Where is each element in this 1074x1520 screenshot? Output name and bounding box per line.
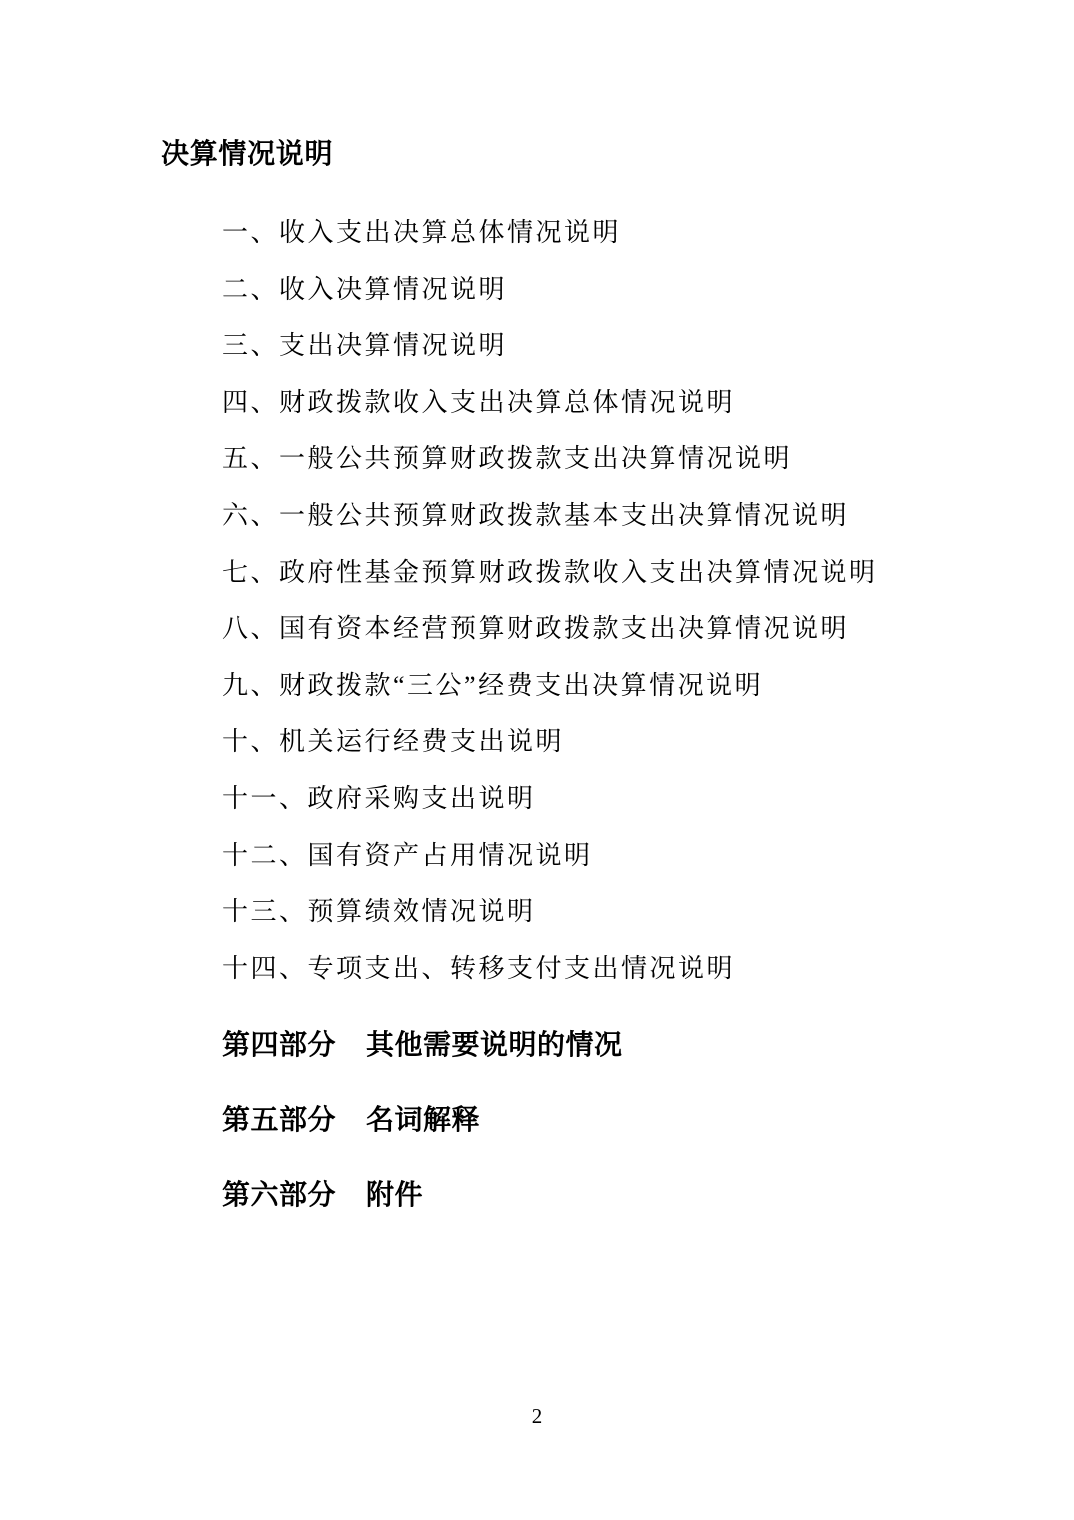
doc-heading: 决算情况说明: [161, 138, 334, 169]
part-heading-4: [222, 1031, 623, 1059]
toc-item: 九、财政拨款“三公”经费支出决算情况说明: [222, 670, 764, 700]
part-heading-6: [222, 1181, 423, 1209]
toc-item: 七、政府性基金预算财政拨款收入支出决算情况说明: [222, 557, 878, 587]
toc-item: 十二、国有资产占用情况说明: [222, 840, 593, 870]
part-label: 第六部分: [222, 1179, 337, 1210]
toc-item: 五、一般公共预算财政拨款支出决算情况说明: [222, 444, 793, 474]
toc-item: 十、机关运行经费支出说明: [222, 727, 565, 757]
part-title: 其他需要说明的情况: [366, 1029, 623, 1060]
toc-item: 十四、专项支出、转移支付支出情况说明: [222, 953, 736, 983]
part-title: 附件: [366, 1179, 424, 1210]
toc-item: 十一、政府采购支出说明: [222, 783, 536, 813]
toc-list: [222, 205, 878, 997]
page-number: 2: [531, 1404, 543, 1428]
toc-item: 四、财政拨款收入支出决算总体情况说明: [222, 387, 736, 417]
toc-item: 六、一般公共预算财政拨款基本支出决算情况说明: [222, 500, 850, 530]
toc-item: 十三、预算绩效情况说明: [222, 897, 536, 927]
toc-item: 二、收入决算情况说明: [222, 274, 508, 304]
part-label: 第四部分: [222, 1029, 337, 1060]
part-label: 第五部分: [222, 1104, 337, 1135]
part-heading-5: [222, 1106, 480, 1134]
part-title: 名词解释: [366, 1104, 481, 1135]
toc-item: 三、支出决算情况说明: [222, 331, 508, 361]
toc-item: 一、收入支出决算总体情况说明: [222, 218, 622, 247]
toc-item: 八、国有资本经营预算财政拨款支出决算情况说明: [222, 614, 850, 644]
